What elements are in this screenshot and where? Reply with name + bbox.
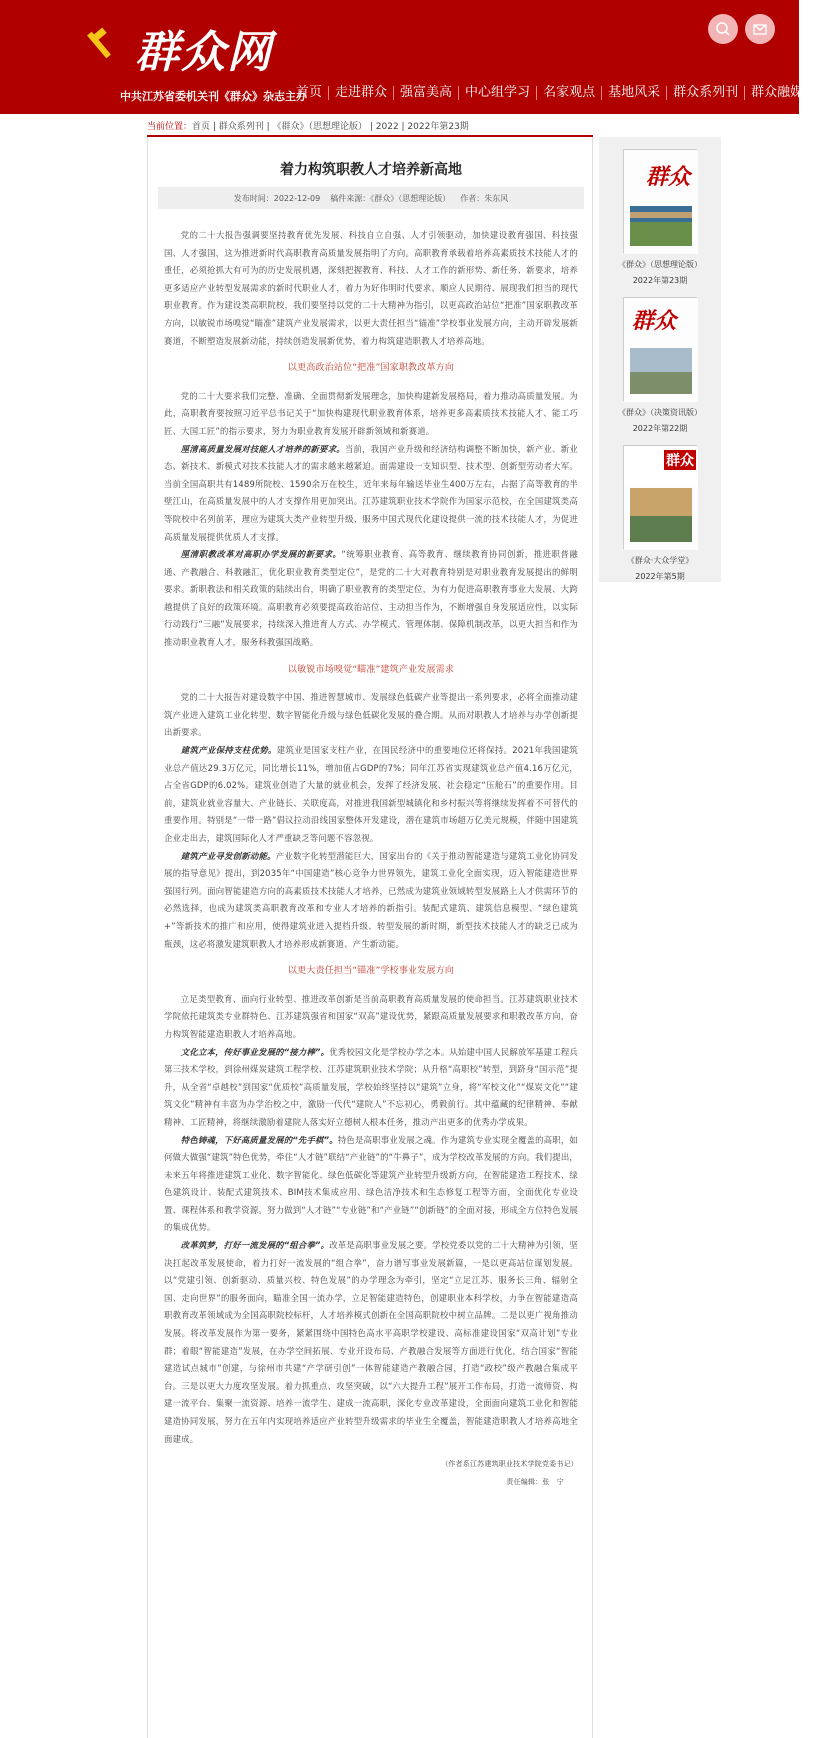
cover-title: 群众 bbox=[632, 308, 677, 334]
article-source: 稿件来源：《群众》（思想理论版） bbox=[330, 193, 451, 203]
magazine-cover[interactable] bbox=[623, 445, 697, 549]
paragraph-lead: 建筑产业保持支柱优势。 bbox=[180, 745, 277, 756]
breadcrumb-path[interactable]: 首页 | 群众系列刊 | 《群众》（思想理论版） | 2022 | 2022年第23期 bbox=[192, 122, 469, 132]
paragraph bbox=[164, 848, 578, 954]
article-title: 着力构筑职教人才培养新高地 bbox=[280, 162, 462, 178]
article-container bbox=[147, 137, 593, 1738]
paragraph-text: 优秀校园文化是学校办学之本。从始建中国人民解放军基建工程兵第三技术学校，到徐州煤炭建筑工程学校、江苏建筑职业技术学院；从升格“高职校”转型，到跻身“国示范”提升，从全省“卓越校”到国家“优质校”高质量发展，学校始终坚持以“建筑”立身，将“军校文化”“煤炭文化”“建筑文化”精神有丰富为办学治校之中，激励一代代“建院人”不忘初心，勇毅前行。其中蕴藏的纪律精神、奉献精神、工匠精神，将继续激励着建院人落实好立德树人根本任务，推动产出更多的优秀办学成果。 bbox=[164, 1046, 578, 1127]
paragraph-lead: 厘清高质量发展对技能人才培养的新要求。 bbox=[180, 443, 345, 454]
section-heading: 以更大责任担当“锚准”学校事业发展方向 bbox=[287, 966, 455, 977]
sponsor-text: 中共江苏省委机关刊《群众》杂志主办 bbox=[120, 90, 307, 103]
search-button[interactable] bbox=[708, 14, 738, 44]
magazine-issue[interactable]: 2022年第22期 bbox=[632, 424, 688, 433]
magazine-issue[interactable]: 2022年第23期 bbox=[632, 276, 688, 285]
paragraph-lead: 建筑产业寻发创新动能。 bbox=[180, 850, 276, 861]
paragraph bbox=[164, 441, 578, 547]
nav-item-study[interactable]: 中心组学习 bbox=[465, 85, 531, 100]
paragraph-lead: 改革筑梦，打好一流发展的“组合拳”。 bbox=[180, 1240, 330, 1251]
nav-item-bases[interactable]: 基地风采 bbox=[608, 85, 661, 100]
article-meta bbox=[158, 187, 584, 209]
paragraph-lead: 特色铸魂，下好高质量发展的“先手棋”。 bbox=[180, 1134, 338, 1145]
paragraph bbox=[164, 1044, 578, 1132]
paragraph bbox=[164, 546, 578, 652]
publish-date: 发布时间：2022-12-09 bbox=[233, 193, 321, 203]
mail-button[interactable] bbox=[745, 14, 775, 44]
paragraph-text: 当前，我国产业升级和经济结构调整不断加快，新产业、新业态、新技术、新模式对技术技能人才的需求越来越紧迫。面需建设一支知识型、技术型、创新型劳动者大军。当前全国高职共有1489所院校、1590余万在校生，近年来每年输送毕业生400万左右，占据了高等教育的半壁江山，在高质量发展中的人才支撑作用更加突出。江苏建筑职业技术学院作为国家示范校，在全国建筑类高等院校中名列前茅，理应为建筑大类产业转型升级、服务中国式现代化建设提供一流的技术技能人才，为促进高质量发展提供优质人才支撑。 bbox=[164, 443, 578, 542]
breadcrumb-label: 当前位置： bbox=[147, 122, 193, 132]
search-icon bbox=[715, 21, 731, 37]
paragraph-text: “统筹职业教育、高等教育、继续教育协同创新，推进职普融通、产教融合、科教融汇，优化职业教育类型定位”，是党的二十大对教育特别是对职业教育发展提出的鲜明要求。新职教法和相关政策的陆续出台，明确了职业教育的类型定位，为有力促进高职教育事业大发展、大跨越提供了良好的政策环境。高职教育必须要提高政治站位、主动担当作为，不断增强自身发展适应性，以实际行动践行“三融”发展要求，持续深入推进育人方式、办学模式、管理体制、保障机制改革，以更大担当和作为推动职业教育人才，服务科教强国战略。 bbox=[164, 549, 578, 648]
paragraph-text: 改革是高职事业发展之要。学校党委以党的二十大精神为引领，坚决扛起改革发展使命，着力打好一流发展的“组合拳”，奋力谱写事业发展新篇，一是以更高站位谋划发展。以“党建引领、创新驱动、质量兴校、特色发展”的办学理念为牵引，坚定“立足江苏、服务长三角、辐射全国、走向世界”的服务面向，瞄准全国一流办学，立足智能建造特色，创建职业本科学校，力争在智能建造高职教育改革领域成为全国高职院校标杆，人才培养模式创新在全国高职院校中树立品牌。二是以更广视角推动发展。将改革发展作为第一要务，紧紧围绕中国特色高水平高职学校建设、高标准建设国家“双高计划”专业群；着眼“智能建造”发展，在办学空间拓展、专业开设布局、产教融合发展等方面进行优化，结合国家“智能建造试点城市”创建，与徐州市共建“产学研引创”一体智能建造产教融合园，打造“政校”级产教融合集成平台。三是以更大力度攻坚发展。着力抓重点、攻坚突破，以“六大提升工程”展开工作布局，打造一流师资、构建一流平台、集聚一流资源、培养一流学生、建成一流高职，深化专业改革建设，全面面向建筑工业化和智能建造协同发展，努力在五年内实现培养适应产业转型升级需求的毕业生全覆盖，智能建造职教人才培养高地全面建成。 bbox=[164, 1240, 578, 1444]
responsible-editor: 责任编辑：张 宁 bbox=[506, 1477, 564, 1486]
magazine-caption[interactable]: 《群众》（决策资讯版） bbox=[618, 408, 702, 417]
mail-icon bbox=[752, 21, 768, 37]
main-nav bbox=[290, 84, 822, 102]
paragraph bbox=[164, 1237, 578, 1448]
magazine-cover[interactable] bbox=[623, 297, 697, 401]
paragraph: 立足类型教育、面向行业转型、推进改革创新是当前高职教育高质量发展的使命担当。江苏建筑职业技术学院依托建筑类专业群特色、江苏建筑强省和国家“双高”建设优势，紧跟高质量发展要求和职教改革方向，奋力构筑智能建造职教人才培养高地。 bbox=[164, 993, 578, 1039]
nav-item-media[interactable]: 群众融媒体 bbox=[751, 85, 817, 100]
author-signature: （作者系江苏建筑职业技术学院党委书记） bbox=[441, 1460, 578, 1469]
section-heading: 以更高政治站位“把准”国家职教改革方向 bbox=[287, 363, 455, 374]
magazine-sidebar bbox=[599, 137, 721, 582]
magazine-caption[interactable]: 《群众·大众学堂》 bbox=[626, 556, 694, 565]
breadcrumb bbox=[147, 119, 469, 132]
paragraph bbox=[164, 742, 578, 848]
paragraph-lead: 文化立本，传好事业发展的“接力棒”。 bbox=[180, 1046, 330, 1057]
paragraph-text: 建筑业是国家支柱产业，在国民经济中的重要地位还将保持。2021年我国建筑业总产值达29.3万亿元，同比增长11%，增加值占GDP的7%；同年江苏省实现建筑业总产值4.16万亿元，占全省GDP的6.02%。建筑业创造了大量的就业机会，发挥了经济发展、社会稳定“压舱石”的重要作用。目前，建筑业就业容量大、产业链长、关联度高，对推进我国新型城镇化和乡村振兴等将继续发挥着不可替代的重要作用。特别是“一带一路”倡议拉动沿线国家整体开发建设，潜在建筑市场超万亿美元规模，伴随中国建筑企业走出去，建筑国际化人才严重缺乏等问题不容忽视。 bbox=[164, 745, 578, 843]
hammer-sickle-logo-icon[interactable] bbox=[76, 22, 126, 74]
site-logo-text[interactable]: 群众网 bbox=[135, 27, 273, 78]
paragraph: 党的二十大报告强调要坚持教育优先发展、科技自立自强、人才引领驱动，加快建设教育强国、科技强国、人才强国，这为推进新时代高职教育高质量发展指明了方向。高职教育承载着培养高素质技术技能人才的重任，必须抢抓大有可为的历史发展机遇，深刻把握教育、科技、人才工作的新形势、新任务、新要求，培养更多适应产业转型发展需求的新时代职业人才，着力为好伟明时代要求、顺应人民期待、展现我们担当的现代职业教育。作为建设类高职院校，我们要坚持以党的二十大精神为指引，以更高政治站位“把准”国家职教改革方向，以敏锐市场嗅觉“瞄准”建筑产业发展需求，以更大责任担当“锚准”学校事业发展方向，主动开辟发展新赛道，不断塑造发展新动能，持续创造发展新优势，着力构筑建造职教人才培养高地。 bbox=[164, 230, 578, 346]
paragraph: 党的二十大要求我们完整、准确、全面贯彻新发展理念，加快构建新发展格局，着力推动高质量发展。为此，高职教育要按照习近平总书记关于“加快构建现代职业教育体系，培养更多高素质技术技能人才、能工巧匠、大国工匠”的指示要求，努力为职业教育发展开辟新领域和新赛道。 bbox=[164, 390, 578, 436]
article-body bbox=[164, 227, 578, 1491]
magazine-caption[interactable]: 《群众》（思想理论版） bbox=[618, 260, 702, 269]
article-author: 作者：朱东风 bbox=[460, 193, 509, 203]
paragraph bbox=[164, 1132, 578, 1238]
nav-item-strong[interactable]: 强富美高 bbox=[400, 85, 453, 100]
magazine-issue[interactable]: 2022年第5期 bbox=[635, 572, 685, 581]
nav-item-opinions[interactable]: 名家观点 bbox=[543, 85, 596, 100]
nav-item-home[interactable]: 首页 bbox=[296, 85, 323, 100]
magazine-cover[interactable] bbox=[623, 149, 697, 253]
section-heading: 以敏锐市场嗅觉“瞄准”建筑产业发展需求 bbox=[287, 664, 455, 675]
paragraph-lead: 厘清职教改革对高职办学发展的新要求。 bbox=[180, 549, 342, 560]
paragraph-text: 特色是高职事业发展之魂。作为建筑专业实现全覆盖的高职，如何做大做强“建筑”特色优势，牵住“人才链”联结“产业链”的“牛鼻子”，成为学校改革发展的方向。我们提出，未来五年将推进建筑工业化、数字智能化、绿色低碳化等建筑产业转型升级新方向，在智能建造工程技术、绿色建筑设计、装配式建筑技术、BIM技术集成应用、绿色洁净技术和生态修复工程等方面，全面优化专业设置、课程体系和教学资源。努力做到“人才链”“专业链”和“产业链”“创新链”的全面对接，形成全方位特色发展的集成优势。 bbox=[164, 1134, 578, 1233]
site-header bbox=[0, 0, 817, 114]
nav-item-series[interactable]: 群众系列刊 bbox=[673, 85, 739, 100]
paragraph-text: 产业数字化转型潜能巨大，国家出台的《关于推动智能建造与建筑工业化协同发展的指导意见》提出，到2035年“中国建造”核心竞争力世界领先，建筑工业化全面实现，迈入智能建造世界强国行列。面向智能建造方向的高素质技术技能人才培养，已然成为建筑业领域转型发展路上人才供需环节的必然选择，也成为建筑类高职教育改革和专业人才培养的新指引。装配式建筑、建筑信息模型、“绿色建筑+”等新技术的推广和应用，使得建筑业进入提档升级、转型发展的新时期，新型技术技能人才的缺乏已成为瓶颈，这必将激发建筑职教人才培养形成新赛道、产生新动能。 bbox=[164, 850, 578, 949]
cover-title: 群众 bbox=[664, 450, 696, 470]
paragraph: 党的二十大报告对建设数字中国、推进智慧城市、发展绿色低碳产业等提出一系列要求，必将全面推动建筑产业进入建筑工业化转型、数字智能化升级与绿色低碳化发展的叠合期。从而对职教人才培养与办学创新提出新要求。 bbox=[164, 692, 578, 738]
nav-item-about[interactable]: 走进群众 bbox=[335, 85, 388, 100]
cover-title: 群众 bbox=[646, 164, 691, 190]
